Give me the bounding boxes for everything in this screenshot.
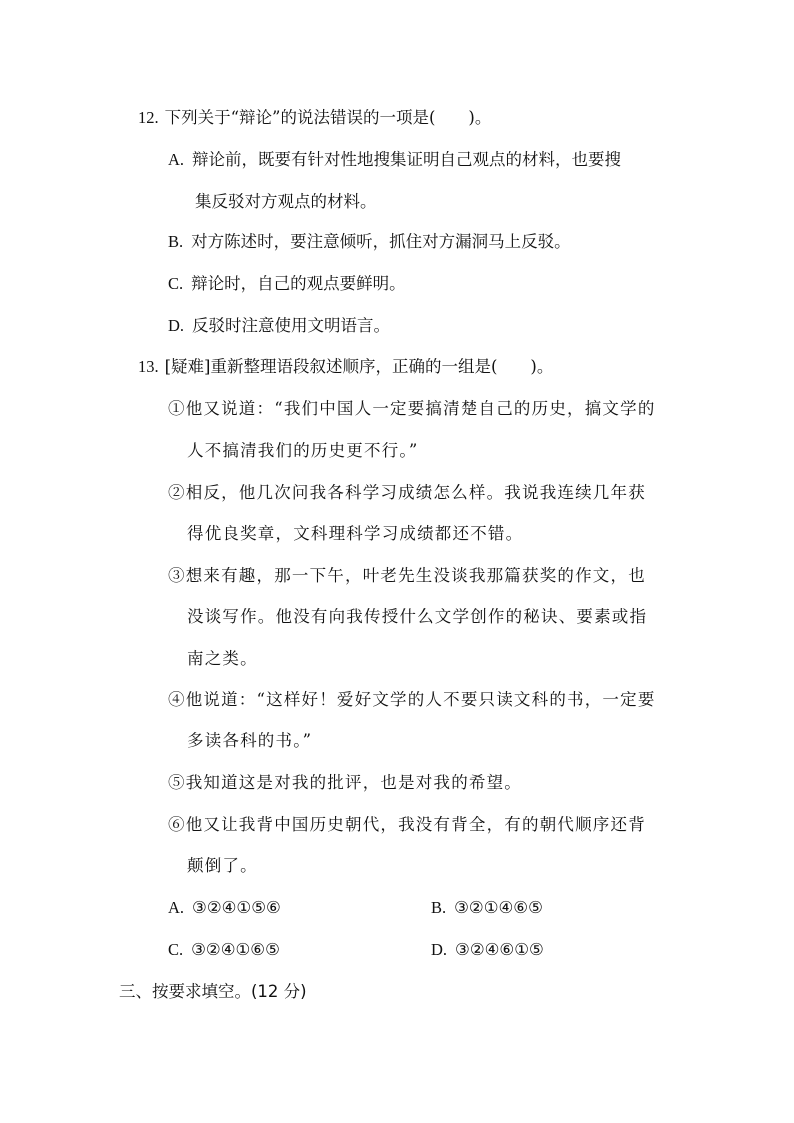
question-number: 12. bbox=[138, 108, 159, 127]
answer-option-a bbox=[168, 898, 281, 918]
option-letter: D. bbox=[168, 316, 185, 335]
option-letter: A. bbox=[168, 898, 185, 917]
sentence-6-continued bbox=[187, 856, 258, 876]
answer-option-c bbox=[168, 940, 280, 960]
option-a bbox=[168, 150, 621, 170]
answer-option-d bbox=[431, 940, 544, 960]
option-text: ③②④①⑤⑥ bbox=[192, 898, 281, 917]
sentence-2 bbox=[168, 483, 646, 503]
sentence-text-continued: 得优良奖章，文科理科学习成绩都还不错。 bbox=[187, 524, 524, 543]
option-c bbox=[168, 274, 406, 294]
sentence-1 bbox=[168, 399, 656, 419]
sentence-text: ④他说道：“这样好！爱好文学的人不要只读文科的书，一定要 bbox=[168, 690, 656, 709]
sentence-text-continued: 多读各科的书。” bbox=[187, 731, 313, 750]
option-text: ③②①④⑥⑤ bbox=[454, 898, 543, 917]
sentence-6 bbox=[168, 815, 646, 835]
question-stem: 下列关于“辩论”的说法错误的一项是( )。 bbox=[164, 108, 492, 127]
sentence-text: ⑥他又让我背中国历史朝代，我没有背全，有的朝代顺序还背 bbox=[168, 815, 646, 834]
sentence-1-continued bbox=[187, 441, 419, 461]
answer-option-b bbox=[431, 898, 543, 918]
option-letter: A. bbox=[168, 150, 185, 169]
section-title: 三、按要求填空。(12 分) bbox=[119, 982, 307, 1001]
sentence-text-continued: 颠倒了。 bbox=[187, 856, 258, 875]
question-12-stem-line bbox=[138, 108, 491, 128]
option-letter: D. bbox=[431, 940, 448, 959]
option-letter: C. bbox=[168, 274, 184, 293]
option-text: ③②④①⑥⑤ bbox=[191, 940, 280, 959]
sentence-2-continued bbox=[187, 524, 523, 544]
sentence-text-continued: 没谈写作。他没有向我传授什么文学创作的秘诀、要素或指 bbox=[187, 607, 648, 626]
option-text-continued: 集反驳对方观点的材料。 bbox=[195, 192, 377, 211]
sentence-text-continued: 南之类。 bbox=[187, 649, 258, 668]
option-a-continued bbox=[195, 192, 377, 212]
sentence-text: ⑤我知道这是对我的批评，也是对我的希望。 bbox=[168, 773, 522, 792]
sentence-4 bbox=[168, 690, 656, 710]
option-text: 反驳时注意使用文明语言。 bbox=[192, 316, 391, 335]
sentence-text-continued: 人不搞清我们的历史更不行。” bbox=[187, 441, 419, 460]
sentence-3-continued bbox=[187, 607, 647, 627]
question-stem: [疑难]重新整理语段叙述顺序，正确的一组是( )。 bbox=[164, 357, 554, 376]
option-letter: C. bbox=[168, 940, 184, 959]
section-heading bbox=[119, 982, 307, 1002]
option-d bbox=[168, 316, 390, 336]
question-number: 13. bbox=[138, 357, 159, 376]
sentence-5 bbox=[168, 773, 522, 793]
sentence-3 bbox=[168, 566, 646, 586]
option-letter: B. bbox=[168, 232, 184, 251]
question-13-stem-line bbox=[138, 357, 553, 377]
option-letter: B. bbox=[431, 898, 447, 917]
option-text: ③②④⑥①⑤ bbox=[455, 940, 544, 959]
option-b bbox=[168, 232, 571, 252]
sentence-text: ③想来有趣，那一下午，叶老先生没谈我那篇获奖的作文，也 bbox=[168, 566, 646, 585]
option-text: 辩论时，自己的观点要鲜明。 bbox=[191, 274, 406, 293]
sentence-3-continued-2 bbox=[187, 649, 258, 669]
sentence-text: ②相反，他几次问我各科学习成绩怎么样。我说我连续几年获 bbox=[168, 483, 646, 502]
option-text: 对方陈述时，要注意倾听，抓住对方漏洞马上反驳。 bbox=[191, 232, 571, 251]
sentence-text: ①他又说道：“我们中国人一定要搞清楚自己的历史，搞文学的 bbox=[168, 399, 656, 418]
option-text: 辩论前，既要有针对性地搜集证明自己观点的材料，也要搜 bbox=[192, 150, 622, 169]
sentence-4-continued bbox=[187, 731, 312, 751]
